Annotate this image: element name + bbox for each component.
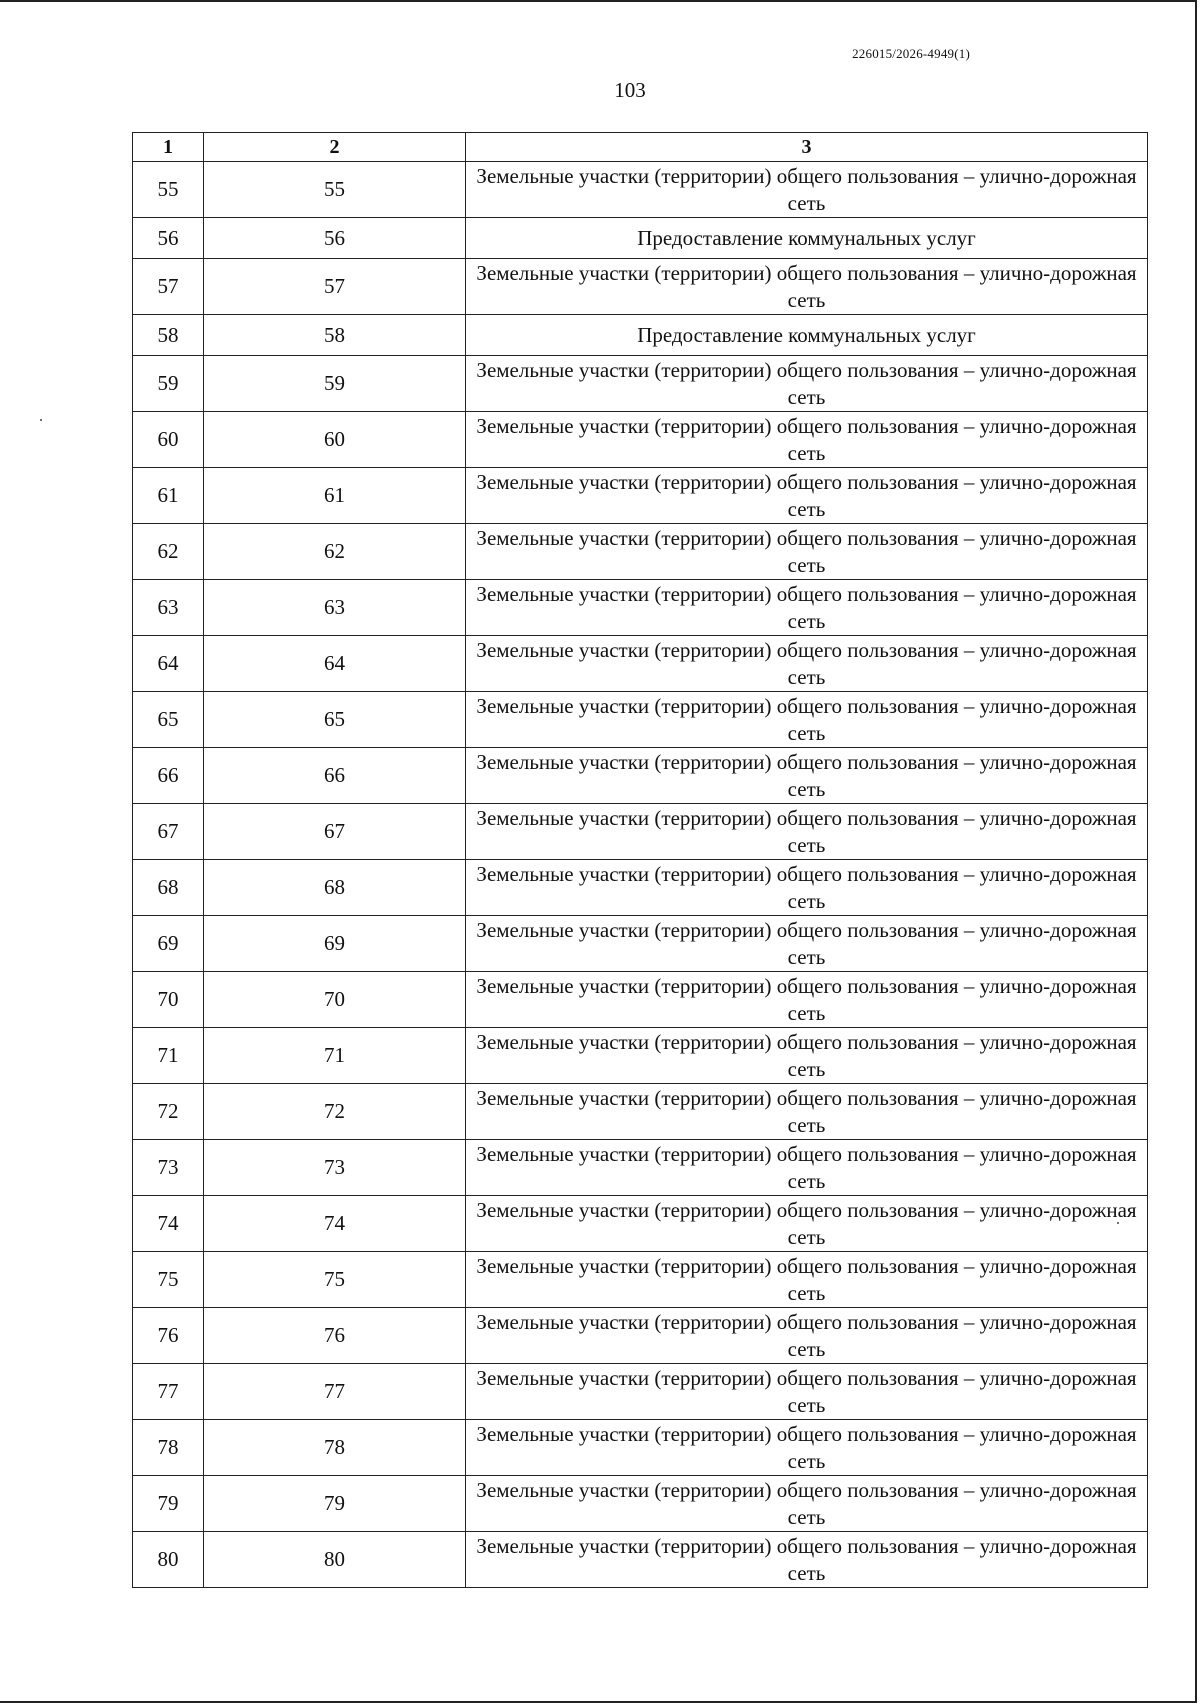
purpose-cell: Земельные участки (территории) общего пользования – улично-дорожная сеть <box>466 804 1148 860</box>
purpose-cell: Земельные участки (территории) общего пользования – улично-дорожная сеть <box>466 468 1148 524</box>
purpose-cell: Земельные участки (территории) общего пользования – улично-дорожная сеть <box>466 1364 1148 1420</box>
purpose-cell: Земельные участки (территории) общего пользования – улично-дорожная сеть <box>466 1084 1148 1140</box>
table-row <box>133 916 1148 972</box>
table-body <box>133 162 1148 1588</box>
purpose-cell: Земельные участки (территории) общего пользования – улично-дорожная сеть <box>466 1028 1148 1084</box>
table-row <box>133 804 1148 860</box>
row-number-cell: 77 <box>133 1364 204 1420</box>
row-number-cell: 65 <box>133 692 204 748</box>
purpose-cell: Земельные участки (территории) общего пользования – улично-дорожная сеть <box>466 412 1148 468</box>
row-number-cell: 80 <box>133 1532 204 1588</box>
purpose-cell: Земельные участки (территории) общего пользования – улично-дорожная сеть <box>466 1308 1148 1364</box>
plot-number-cell: 66 <box>204 748 466 804</box>
table-row <box>133 636 1148 692</box>
row-number-cell: 59 <box>133 356 204 412</box>
purpose-cell: Предоставление коммунальных услуг <box>466 315 1148 356</box>
purpose-cell: Земельные участки (территории) общего пользования – улично-дорожная сеть <box>466 259 1148 315</box>
plot-number-cell: 55 <box>204 162 466 218</box>
plot-number-cell: 56 <box>204 218 466 259</box>
plot-number-cell: 65 <box>204 692 466 748</box>
plot-number-cell: 72 <box>204 1084 466 1140</box>
table-row <box>133 1308 1148 1364</box>
plot-number-cell: 79 <box>204 1476 466 1532</box>
purpose-cell: Земельные участки (территории) общего пользования – улично-дорожная сеть <box>466 972 1148 1028</box>
row-number-cell: 57 <box>133 259 204 315</box>
plot-number-cell: 62 <box>204 524 466 580</box>
purpose-cell: Земельные участки (территории) общего пользования – улично-дорожная сеть <box>466 1532 1148 1588</box>
table-row <box>133 356 1148 412</box>
purpose-cell: Земельные участки (территории) общего пользования – улично-дорожная сеть <box>466 162 1148 218</box>
table-row <box>133 1196 1148 1252</box>
plot-number-cell: 77 <box>204 1364 466 1420</box>
row-number-cell: 66 <box>133 748 204 804</box>
table-row <box>133 1476 1148 1532</box>
purpose-cell: Земельные участки (территории) общего пользования – улично-дорожная сеть <box>466 692 1148 748</box>
plot-number-cell: 70 <box>204 972 466 1028</box>
column-header-2: 2 <box>204 133 466 162</box>
land-plots-table <box>132 132 1148 1588</box>
purpose-cell: Земельные участки (территории) общего пользования – улично-дорожная сеть <box>466 1476 1148 1532</box>
table-row <box>133 1420 1148 1476</box>
plot-number-cell: 58 <box>204 315 466 356</box>
table-row <box>133 692 1148 748</box>
table-row <box>133 259 1148 315</box>
table-row <box>133 412 1148 468</box>
column-header-1: 1 <box>133 133 204 162</box>
plot-number-cell: 67 <box>204 804 466 860</box>
row-number-cell: 68 <box>133 860 204 916</box>
table-row <box>133 860 1148 916</box>
purpose-cell: Земельные участки (территории) общего пользования – улично-дорожная сеть <box>466 1252 1148 1308</box>
row-number-cell: 63 <box>133 580 204 636</box>
row-number-cell: 67 <box>133 804 204 860</box>
plot-number-cell: 80 <box>204 1532 466 1588</box>
row-number-cell: 69 <box>133 916 204 972</box>
plot-number-cell: 73 <box>204 1140 466 1196</box>
plot-number-cell: 64 <box>204 636 466 692</box>
purpose-cell: Земельные участки (территории) общего пользования – улично-дорожная сеть <box>466 636 1148 692</box>
row-number-cell: 61 <box>133 468 204 524</box>
row-number-cell: 79 <box>133 1476 204 1532</box>
row-number-cell: 60 <box>133 412 204 468</box>
plot-number-cell: 59 <box>204 356 466 412</box>
purpose-cell: Предоставление коммунальных услуг <box>466 218 1148 259</box>
table-row <box>133 580 1148 636</box>
row-number-cell: 71 <box>133 1028 204 1084</box>
table-row <box>133 1140 1148 1196</box>
page-number: 103 <box>614 78 646 102</box>
purpose-cell: Земельные участки (территории) общего пользования – улично-дорожная сеть <box>466 1420 1148 1476</box>
purpose-cell: Земельные участки (территории) общего пользования – улично-дорожная сеть <box>466 356 1148 412</box>
row-number-cell: 72 <box>133 1084 204 1140</box>
plot-number-cell: 68 <box>204 860 466 916</box>
table-header-row <box>133 133 1148 162</box>
table-row <box>133 218 1148 259</box>
row-number-cell: 58 <box>133 315 204 356</box>
plot-number-cell: 74 <box>204 1196 466 1252</box>
row-number-cell: 73 <box>133 1140 204 1196</box>
plot-number-cell: 76 <box>204 1308 466 1364</box>
purpose-cell: Земельные участки (территории) общего пользования – улично-дорожная сеть <box>466 748 1148 804</box>
row-number-cell: 55 <box>133 162 204 218</box>
document-code: 226015/2026-4949(1) <box>852 46 970 61</box>
plot-number-cell: 57 <box>204 259 466 315</box>
purpose-cell: Земельные участки (территории) общего пользования – улично-дорожная сеть <box>466 860 1148 916</box>
row-number-cell: 76 <box>133 1308 204 1364</box>
plot-number-cell: 75 <box>204 1252 466 1308</box>
plot-number-cell: 71 <box>204 1028 466 1084</box>
plot-number-cell: 69 <box>204 916 466 972</box>
purpose-cell: Земельные участки (территории) общего пользования – улично-дорожная сеть <box>466 580 1148 636</box>
row-number-cell: 74 <box>133 1196 204 1252</box>
table-row <box>133 162 1148 218</box>
table-row <box>133 524 1148 580</box>
table-row <box>133 315 1148 356</box>
row-number-cell: 64 <box>133 636 204 692</box>
plot-number-cell: 61 <box>204 468 466 524</box>
table-row <box>133 972 1148 1028</box>
purpose-cell: Земельные участки (территории) общего пользования – улично-дорожная сеть <box>466 524 1148 580</box>
table-row <box>133 1364 1148 1420</box>
column-header-3: 3 <box>466 133 1148 162</box>
table-row <box>133 748 1148 804</box>
plot-number-cell: 63 <box>204 580 466 636</box>
scan-speck <box>40 419 42 421</box>
row-number-cell: 78 <box>133 1420 204 1476</box>
purpose-cell: Земельные участки (территории) общего пользования – улично-дорожная сеть <box>466 1196 1148 1252</box>
purpose-cell: Земельные участки (территории) общего пользования – улично-дорожная сеть <box>466 916 1148 972</box>
row-number-cell: 70 <box>133 972 204 1028</box>
row-number-cell: 56 <box>133 218 204 259</box>
plot-number-cell: 78 <box>204 1420 466 1476</box>
table-row <box>133 468 1148 524</box>
table-row <box>133 1252 1148 1308</box>
table-row <box>133 1532 1148 1588</box>
row-number-cell: 75 <box>133 1252 204 1308</box>
purpose-cell: Земельные участки (территории) общего пользования – улично-дорожная сеть <box>466 1140 1148 1196</box>
table-row <box>133 1084 1148 1140</box>
row-number-cell: 62 <box>133 524 204 580</box>
table-row <box>133 1028 1148 1084</box>
plot-number-cell: 60 <box>204 412 466 468</box>
